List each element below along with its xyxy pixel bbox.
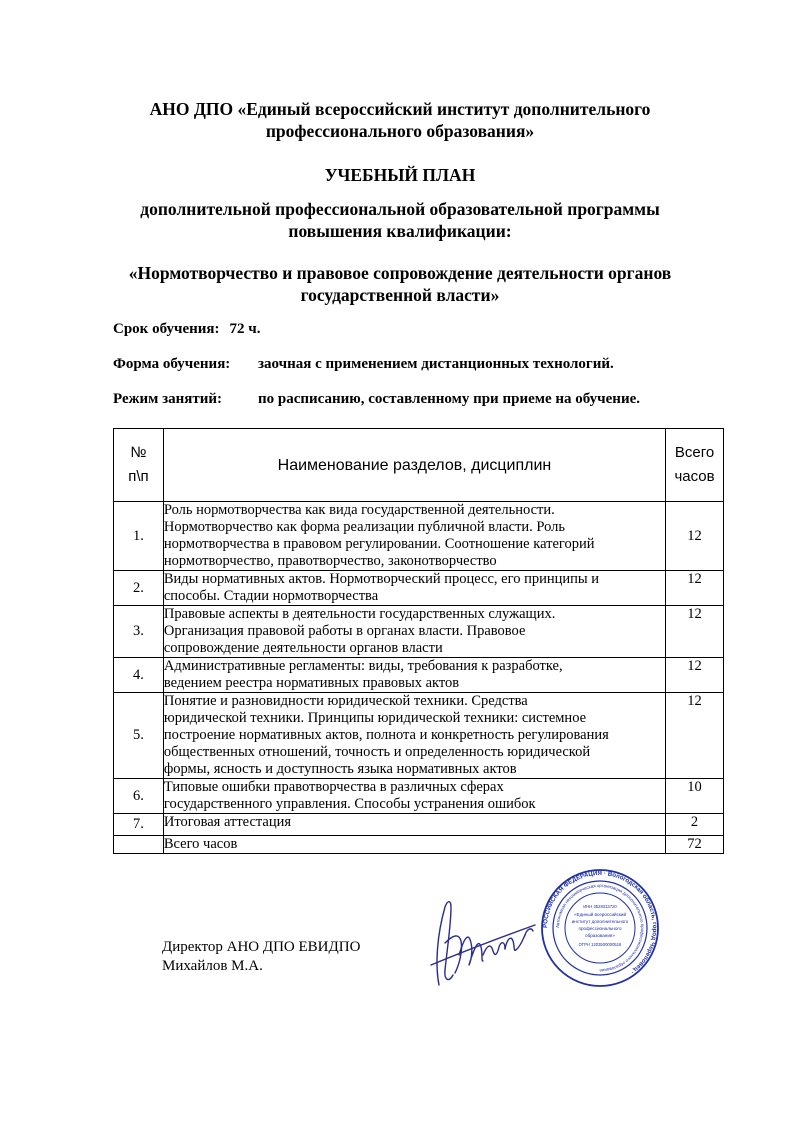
table-row — [114, 571, 724, 606]
table-row — [114, 693, 724, 779]
row-number: 2. — [114, 571, 164, 606]
table-row — [114, 502, 724, 571]
duration-label: Срок обучения: — [113, 321, 220, 337]
row-number: 6. — [114, 779, 164, 814]
mode-row — [113, 390, 640, 408]
row-title: Административные регламенты: виды, требования к разработке, ведением реестра нормативных правовых актов — [163, 658, 665, 693]
table-header-row — [114, 429, 724, 502]
duration-value: 72 ч. — [229, 321, 261, 337]
seal-center-line: профессионального — [578, 926, 622, 931]
seal-center-line: институт дополнительного — [571, 919, 629, 924]
duration-row — [113, 320, 260, 338]
table-row — [114, 658, 724, 693]
program-description: дополнительной профессиональной образовательной программы повышения квалификации: — [140, 199, 660, 241]
row-number: 3. — [114, 606, 164, 658]
row-title: Роль нормотворчества как вида государственной деятельности. Нормотворчество как форма реализации публичной власти. Роль нормотворчества в правовом регулировании. Соотношение категорий нормотворчество, правотворчество, законотворчество — [163, 502, 665, 571]
row-title: Понятие и разновидности юридической техники. Средства юридической техники. Принципы юридической техники: системное построение нормативных актов, полнота и конкретность регулирования общественных отношений, точность и определенность юридической формы, ясность и доступность языка нормативных актов — [163, 693, 665, 779]
seal-outer-text: РОССИЙСКАЯ ФЕДЕРАЦИЯ · Вологодская область, город Череповец · — [541, 869, 659, 976]
seal-inn: ИНН 3528313720 — [583, 904, 617, 909]
row-title: Правовые аспекты в деятельности государственных служащих. Организация правовой работы в органах власти. Правовое сопровождение деятельности органов власти — [163, 606, 665, 658]
header-name: Наименование разделов, дисциплин — [163, 429, 665, 502]
form-label: Форма обучения: — [113, 356, 231, 372]
row-number: 1. — [114, 502, 164, 571]
seal-center-line: образования» — [585, 933, 615, 938]
program-name: «Нормотворчество и правовое сопровождение деятельности органов государственной власти» — [128, 263, 672, 305]
table-total-row — [114, 836, 724, 854]
header-num: № п\п — [114, 429, 164, 502]
row-hours: 12 — [666, 658, 724, 693]
header-hours: Всего часов — [666, 429, 724, 502]
row-hours: 12 — [666, 693, 724, 779]
row-title: Итоговая аттестация — [163, 814, 665, 836]
handwritten-signature — [425, 895, 545, 990]
row-number: 7. — [114, 814, 164, 836]
row-hours: 2 — [666, 814, 724, 836]
row-hours: 10 — [666, 779, 724, 814]
row-title: Всего часов — [163, 836, 665, 854]
mode-value: по расписанию, составленному при приеме на обучение. — [258, 391, 640, 407]
table-row — [114, 814, 724, 836]
row-number — [114, 836, 164, 854]
signer-block — [162, 938, 360, 976]
seal-inner-text: Автономная некоммерческая организация дополнительного профессионального образования — [554, 882, 646, 974]
row-hours: 12 — [666, 606, 724, 658]
signer-position: Директор АНО ДПО ЕВИДПО — [162, 939, 361, 955]
form-row — [113, 355, 614, 373]
row-hours: 12 — [666, 571, 724, 606]
official-seal — [540, 868, 660, 988]
form-value: заочная с применением дистанционных технологий. — [258, 356, 614, 372]
seal-center-line: «Единый всероссийский — [573, 912, 627, 917]
row-title: Типовые ошибки правотворчества в различных сферах государственного управления. Способы устранения ошибок — [163, 779, 665, 814]
plan-title: УЧЕБНЫЙ ПЛАН — [324, 165, 476, 185]
row-number: 5. — [114, 693, 164, 779]
row-hours: 12 — [666, 502, 724, 571]
row-title: Виды нормативных актов. Нормотворческий процесс, его принципы и способы. Стадии нормотворчества — [163, 571, 665, 606]
table-row — [114, 779, 724, 814]
curriculum-table — [113, 428, 724, 854]
row-number: 4. — [114, 658, 164, 693]
table-row — [114, 606, 724, 658]
row-hours: 72 — [666, 836, 724, 854]
signer-name: Михайлов М.А. — [162, 958, 263, 974]
mode-label: Режим занятий: — [113, 391, 223, 407]
organization-title: АНО ДПО «Единый всероссийский институт дополнительного профессионального образования» — [149, 99, 651, 141]
seal-ogrn: ОГРН 1203500000516 — [578, 942, 622, 947]
